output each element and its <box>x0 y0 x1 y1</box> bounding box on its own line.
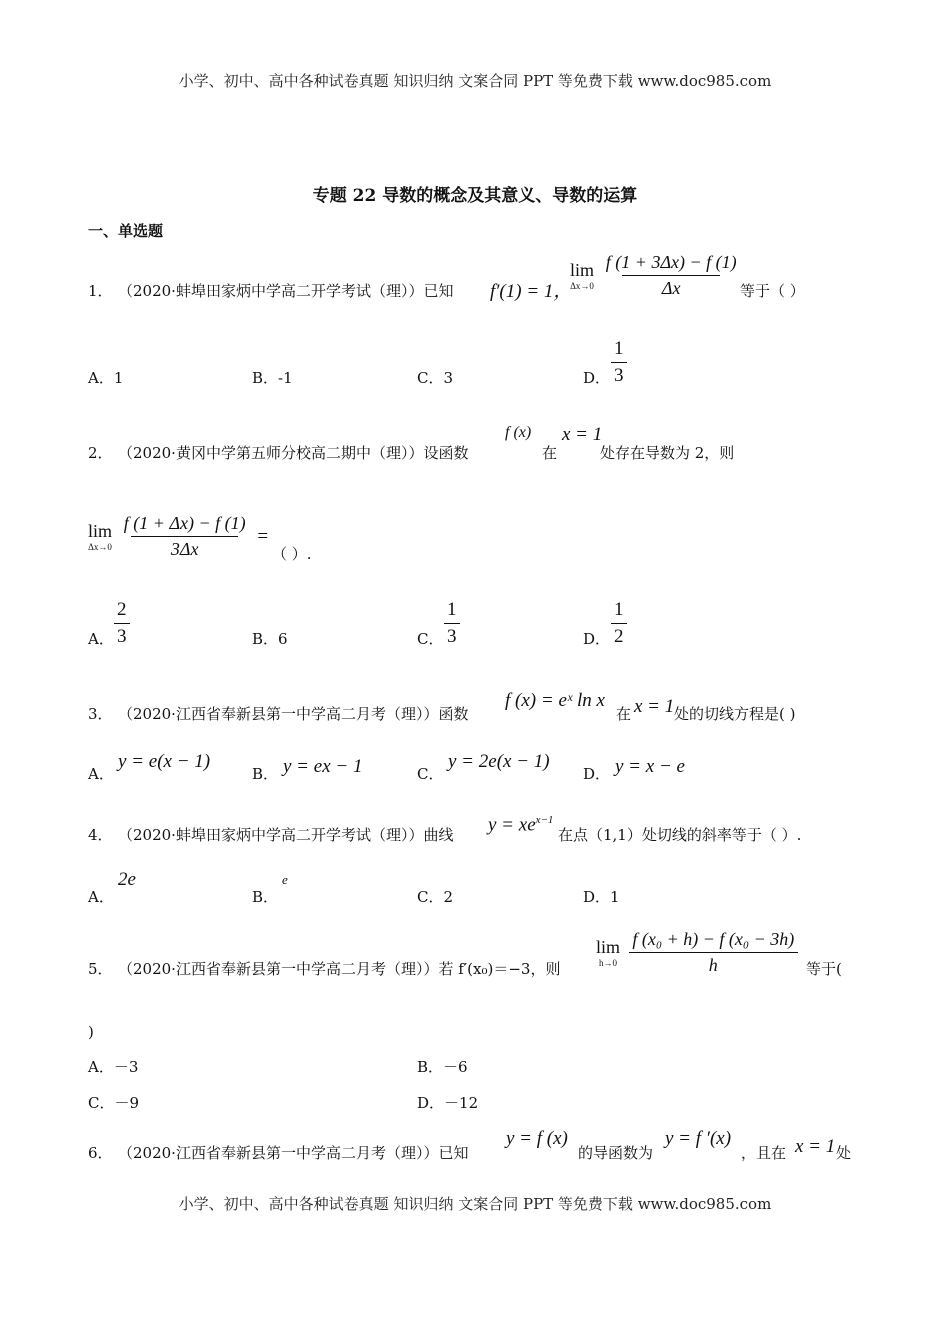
q2-blank: （ ）. <box>272 545 312 563</box>
q3-zai: 在 <box>616 705 632 723</box>
q4-option-a-value: 2e <box>118 869 136 890</box>
q4-option-b-value: e <box>282 872 288 887</box>
q5-tail: 等于( <box>806 960 842 978</box>
q2-option-c-label: C． <box>417 630 444 648</box>
q2-x-equals-1: x = 1 <box>562 424 603 445</box>
q2-lim-sub: Δx→0 <box>88 542 112 552</box>
q5-fraction <box>629 929 798 976</box>
q2-source: （2020·黄冈中学第五师分校高二期中（理））设函数 <box>118 444 469 462</box>
q5-option-a: A．－3 <box>88 1058 139 1076</box>
q3-number: 3． <box>88 705 113 723</box>
q6-tail: ，且在 <box>741 1144 787 1162</box>
q1-option-a: A．1 <box>88 369 124 387</box>
q6-tail-end: 处 <box>836 1144 852 1162</box>
q5-lim-word: lim <box>596 937 621 957</box>
q4-option-d: D．1 <box>583 888 620 906</box>
q1-option-b: B．-1 <box>252 369 293 387</box>
q3-option-c-value: y = 2e(x − 1) <box>448 751 550 772</box>
q2-fraction <box>121 513 249 560</box>
q5-source: （2020·江西省奉新县第一中学高二月考（理））若 f′(x₀)＝−3，则 <box>118 960 561 978</box>
q5-limit-expression <box>596 929 798 976</box>
q1-source: （2020·蚌埠田家炳中学高二开学考试（理））已知 <box>118 282 454 300</box>
q2-zai: 在 <box>542 444 558 462</box>
q6-derivative: y = f ′(x) <box>665 1128 732 1149</box>
q6-number: 6． <box>88 1144 113 1162</box>
q1-option-c: C．3 <box>417 369 454 387</box>
q2-option-b: B．6 <box>252 630 288 648</box>
q2-option-d-fraction: $\frac{1}{2}$ <box>611 599 627 648</box>
q2-option-d-label: D． <box>583 630 611 648</box>
q3-option-a-value: y = e(x − 1) <box>118 751 211 772</box>
q1-lim <box>570 260 594 291</box>
q3-option-d-value: y = x − e <box>615 756 685 777</box>
q2-denominator: 3Δx <box>131 536 239 560</box>
q3-option-b-label: B． <box>252 765 279 783</box>
q6-function: y = f (x) <box>506 1128 568 1149</box>
q5-option-d: D．－12 <box>417 1094 479 1112</box>
q2-tail: 处存在导数为 2，则 <box>600 444 735 462</box>
q2-limit-expression <box>88 513 268 560</box>
q2-option-a-label: A． <box>88 630 114 648</box>
q4-source: （2020·蚌埠田家炳中学高二开学考试（理））曲线 <box>118 826 454 844</box>
q5-lim-sub: h→0 <box>599 958 617 968</box>
q5-denominator: h <box>629 952 798 976</box>
page-title: 专题 22 导数的概念及其意义、导数的运算 <box>312 186 638 206</box>
q2-number: 2． <box>88 444 113 462</box>
q6-mid: 的导函数为 <box>578 1144 654 1162</box>
q1-option-d-label: D． <box>583 369 611 387</box>
q3-option-d-label: D． <box>583 765 611 783</box>
q3-function: f (x) = eˣ ln x <box>505 690 605 711</box>
q6-x-equals-1: x = 1 <box>795 1136 836 1157</box>
q3-x-equals-1: x = 1 <box>634 696 675 717</box>
q2-lim-word: lim <box>88 521 113 541</box>
q5-lim <box>596 937 620 968</box>
q5-numerator: f (x₀ + h) − f (x₀ − 3h) <box>632 929 795 949</box>
q1-lim-word: lim <box>570 260 595 280</box>
q4-number: 4． <box>88 826 113 844</box>
q2-option-a-fraction: $\frac{2}{3}$ <box>114 599 130 648</box>
q1-fraction <box>603 252 740 299</box>
q5-option-c: C．－9 <box>88 1094 140 1112</box>
q2-option-c-fraction: $\frac{1}{3}$ <box>444 599 460 648</box>
q5-number: 5． <box>88 960 113 978</box>
q4-tail: 在点（1,1）处切线的斜率等于（ ）. <box>558 826 802 844</box>
page-footer: 小学、初中、高中各种试卷真题 知识归纳 文案合同 PPT 等免费下载 www.doc985.com <box>178 1195 772 1213</box>
q1-denominator: Δx <box>622 275 721 299</box>
q2-function: f (x) <box>505 424 532 441</box>
q2-lim <box>88 521 112 552</box>
q3-option-b-value: y = ex − 1 <box>283 756 363 777</box>
q2-numerator: f (1 + Δx) − f (1) <box>123 513 246 533</box>
q6-source: （2020·江西省奉新县第一中学高二月考（理））已知 <box>118 1144 469 1162</box>
q4-option-c: C．2 <box>417 888 454 906</box>
section-heading: 一、单选题 <box>88 222 164 240</box>
q3-source: （2020·江西省奉新县第一中学高二月考（理））函数 <box>118 705 469 723</box>
q4-curve: $y = xe^{x-1}$ <box>488 814 554 836</box>
q5-option-b: B．－6 <box>417 1058 468 1076</box>
q3-option-c-label: C． <box>417 765 444 783</box>
q1-limit-expression <box>570 252 740 299</box>
q1-condition: f′(1) = 1， <box>490 281 573 302</box>
q3-option-a-label: A． <box>88 765 114 783</box>
q1-number: 1． <box>88 282 113 300</box>
q1-tail: 等于（ ） <box>740 282 805 300</box>
q4-option-b-label: B． <box>252 888 279 906</box>
q1-numerator: f (1 + 3Δx) − f (1) <box>605 252 737 272</box>
q2-equals: = <box>257 525 269 547</box>
q3-tail: 处的切线方程是( ) <box>674 705 796 723</box>
q5-tail-close: ) <box>88 1023 94 1041</box>
q1-option-d-fraction: $\frac{1}{3}$ <box>611 338 627 387</box>
page-header: 小学、初中、高中各种试卷真题 知识归纳 文案合同 PPT 等免费下载 www.doc985.com <box>178 72 772 90</box>
q4-option-a-label: A． <box>88 888 114 906</box>
q1-lim-sub: Δx→0 <box>570 281 594 291</box>
